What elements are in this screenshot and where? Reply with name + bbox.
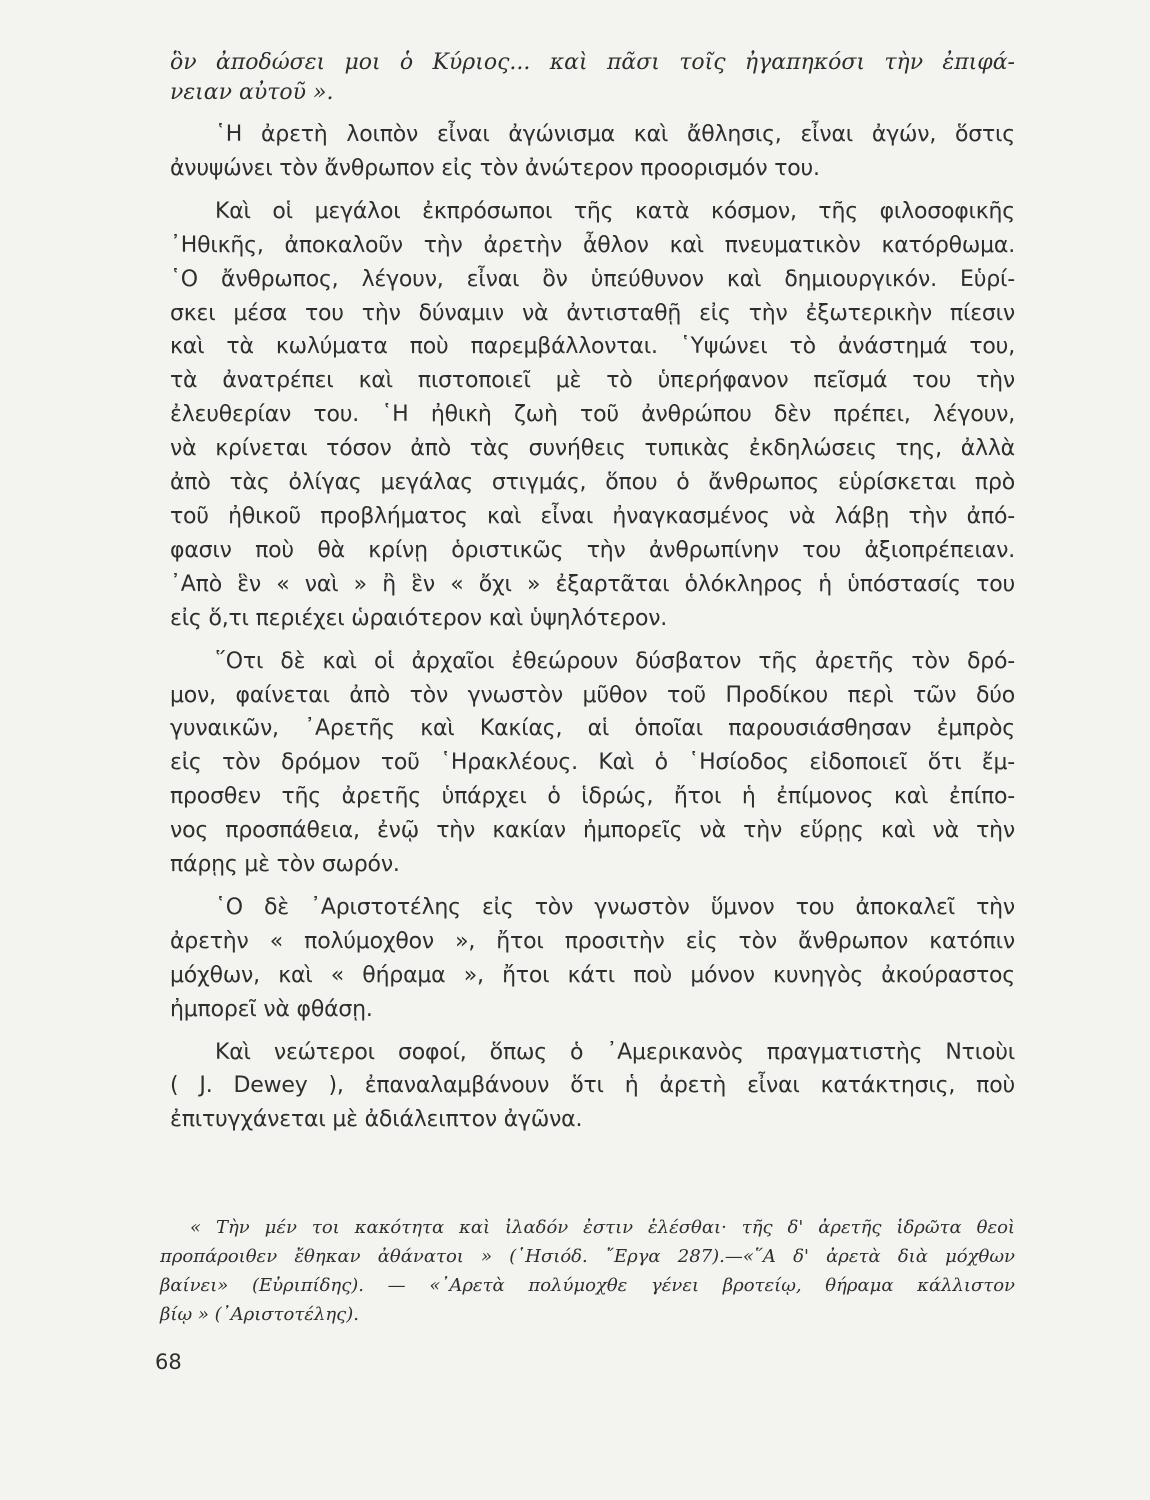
text-line: μόχθων, καὶ « θήραμα », ἤτοι κάτι ποὺ μόνον κυνηγὸς ἀκούραστος [170,962,1015,988]
text-line: ᾿Ηθικῆς, ἀποκαλοῦν τὴν ἀρετὴν ἆθλον καὶ πνευματικὸν κατόρθωμα. [170,232,1015,258]
footnote-line: « Τὴν μέν τοι κακότητα καὶ ἰλαδόν ἐστιν ἑλέσθαι· τῆς δ' ἀρετῆς ἱδρῶτα θεοὶ [190,1217,1015,1238]
text-line: ἠμπορεῖ νὰ φθάσῃ. [170,996,373,1022]
footnote-line: βαίνει» (Εὐριπίδης). — «᾿Αρετὰ πολύμοχθε γένει βροτείῳ, θήραμα κάλλιστον [160,1275,1015,1296]
text-line: τοῦ ἠθικοῦ προβλήματος καὶ εἶναι ἠναγκασμένος νὰ λάβῃ τὴν ἀπό- [170,503,1015,529]
text-line: ῾Η ἀρετὴ λοιπὸν εἶναι ἀγώνισμα καὶ ἄθλησις, εἶναι ἀγών, ὅστις [215,122,1015,147]
quotation-continuation [170,48,1015,108]
text-line: πάρῃς μὲ τὸν σωρόν. [170,852,400,878]
text-line: εἰς τὸν δρόμον τοῦ ῾Ηρακλέους. Καὶ ὁ ῾Ησίοδος εἰδοποιεῖ ὅτι ἔμ- [170,750,1015,776]
text-line: ὃν ἀποδώσει μοι ὁ Κύριος... καὶ πᾶσι τοῖς ἠγαπηκόσι τὴν ἐπιφά- [170,50,1015,75]
text-line: τὰ ἀνατρέπει καὶ πιστοποιεῖ μὲ τὸ ὑπερήφανον πεῖσμά του τὴν [170,368,1015,394]
footnote [160,1213,1015,1329]
text-line: προσθεν τῆς ἀρετῆς ὑπάρχει ὁ ἱδρώς, ἤτοι ἡ ἐπίμονος καὶ ἐπίπο- [170,784,1015,810]
paragraph [170,118,1015,186]
paragraph [170,891,1015,1027]
text-line: καὶ τὰ κωλύματα ποὺ παρεμβάλλονται. ῾Υψώνει τὸ ἀνάστημά του, [170,334,1015,360]
paragraph [170,1036,1015,1138]
paragraph [170,645,1015,882]
text-line: νειαν αὐτοῦ ». [170,80,334,105]
footnote-line: προπάροιθεν ἔθηκαν ἀθάνατοι » (῾Ησιόδ. ῎Εργα 287).—«῞Α δ' ἀρετὰ διὰ μόχθων [160,1246,1015,1267]
text-line: ῾Ο ἄνθρωπος, λέγουν, εἶναι ὂν ὑπεύθυνον καὶ δημιουργικόν. Εὑρί- [170,266,1015,292]
text-line: νὰ κρίνεται τόσον ἀπὸ τὰς συνήθεις τυπικὰς ἐκδηλώσεις της, ἀλλὰ [170,436,1015,462]
text-line: Καὶ νεώτεροι σοφοί, ὅπως ὁ ᾿Αμερικανὸς πραγματιστὴς Ντιοὺι [215,1039,1015,1065]
text-line: ( J. Dewey ), ἐπαναλαμβάνουν ὅτι ἡ ἀρετὴ εἶναι κατάκτησις, ποὺ [170,1073,1015,1099]
text-line: ῾Ο δὲ ᾿Αριστοτέλης εἰς τὸν γνωστὸν ὕμνον του ἀποκαλεῖ τὴν [215,894,1015,920]
paragraph [170,195,1015,636]
text-line: ἀπὸ τὰς ὀλίγας μεγάλας στιγμάς, ὅπου ὁ ἄνθρωπος εὑρίσκεται πρὸ [170,470,1015,496]
text-line: ἐπιτυγχάνεται μὲ ἀδιάλειπτον ἀγῶνα. [170,1107,583,1133]
text-line: ἀνυψώνει τὸν ἄνθρωπον εἰς τὸν ἀνώτερον προορισμόν του. [170,155,820,181]
text-line: μον, φαίνεται ἀπὸ τὸν γνωστὸν μῦθον τοῦ Προδίκου περὶ τῶν δύο [170,682,1015,708]
text-line: Καὶ οἱ μεγάλοι ἐκπρόσωποι τῆς κατὰ κόσμον, τῆς φιλοσοφικῆς [215,198,1015,224]
text-line: γυναικῶν, ᾿Αρετῆς καὶ Κακίας, αἱ ὁποῖαι παρουσιάσθησαν ἐμπρὸς [170,716,1015,742]
text-line: εἰς ὅ,τι περιέχει ὡραιότερον καὶ ὑψηλότερον. [170,605,668,631]
text-line: φασιν ποὺ θὰ κρίνῃ ὁριστικῶς τὴν ἀνθρωπίνην του ἀξιοπρέπειαν. [170,537,1015,563]
page-number: 68 [155,1350,182,1374]
text-line: ᾿Απὸ ἓν « ναὶ » ἢ ἓν « ὄχι » ἐξαρτᾶται ὁλόκληρος ἡ ὑπόστασίς του [170,571,1015,597]
footnote-line: βίῳ » (᾿Αριστοτέλης). [160,1304,359,1325]
text-line: νος προσπάθεια, ἐνῷ τὴν κακίαν ἠμπορεῖς νὰ τὴν εὕρῃς καὶ νὰ τὴν [170,818,1015,844]
text-line: ἐλευθερίαν του. ῾Η ἠθικὴ ζωὴ τοῦ ἀνθρώπου δὲν πρέπει, λέγουν, [170,402,1015,428]
text-line: ἀρετὴν « πολύμοχθον », ἤτοι προσιτὴν εἰς τὸν ἄνθρωπον κατόπιν [170,928,1015,954]
text-line: ῞Οτι δὲ καὶ οἱ ἀρχαῖοι ἐθεώρουν δύσβατον τῆς ἀρετῆς τὸν δρό- [215,648,1015,674]
text-line: σκει μέσα του τὴν δύναμιν νὰ ἀντισταθῇ εἰς τὴν ἐξωτερικὴν πίεσιν [170,300,1015,326]
main-text [170,118,1015,1146]
